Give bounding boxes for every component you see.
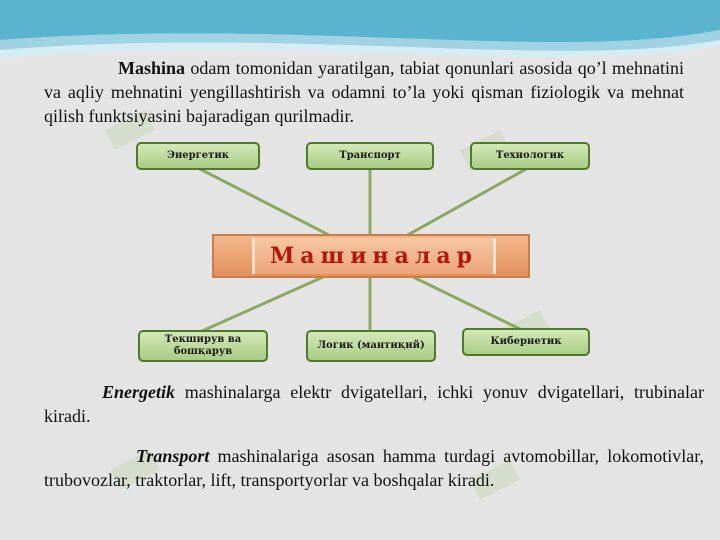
diagram-box-cybernetic: Кибернетик bbox=[462, 328, 590, 356]
machine-definition-text: odam tomonidan yaratilgan, tabiat qonunlari asosida qo’l mehnatini va aqliy mehnatini yengillashtirish va odamni to’la yoki qisman fiziologik va mehnat qilish funktsiyasini bajaradigan qurilmadir. bbox=[44, 58, 684, 126]
transport-text: mashinalariga asosan hamma turdagi avtomobillar, lokomotivlar, trubovozlar, traktorlar, lift, transportyorlar va boshqalar kiradi. bbox=[44, 446, 704, 490]
diagram-box-logical: Логик (мантиқий) bbox=[306, 330, 436, 362]
diagram-box-control: Текширув ва бошқарув bbox=[138, 330, 268, 362]
transport-paragraph bbox=[44, 444, 704, 492]
energetic-paragraph bbox=[44, 380, 704, 428]
diagram-box-technological: Технологик bbox=[470, 142, 590, 170]
energetic-text: mashinalarga elektr dvigatellari, ichki yonuv dvigatellari, trubinalar kiradi. bbox=[44, 382, 704, 426]
diagram-center-label: Машиналар bbox=[252, 238, 496, 274]
diagram-box-energetic: Энергетик bbox=[136, 142, 260, 170]
term-mashina: Mashina bbox=[118, 58, 186, 78]
term-energetik: Energetik bbox=[102, 382, 176, 402]
diagram-center-box bbox=[212, 234, 530, 278]
term-transport: Transport bbox=[136, 446, 210, 466]
diagram-box-transport: Транспорт bbox=[306, 142, 434, 170]
